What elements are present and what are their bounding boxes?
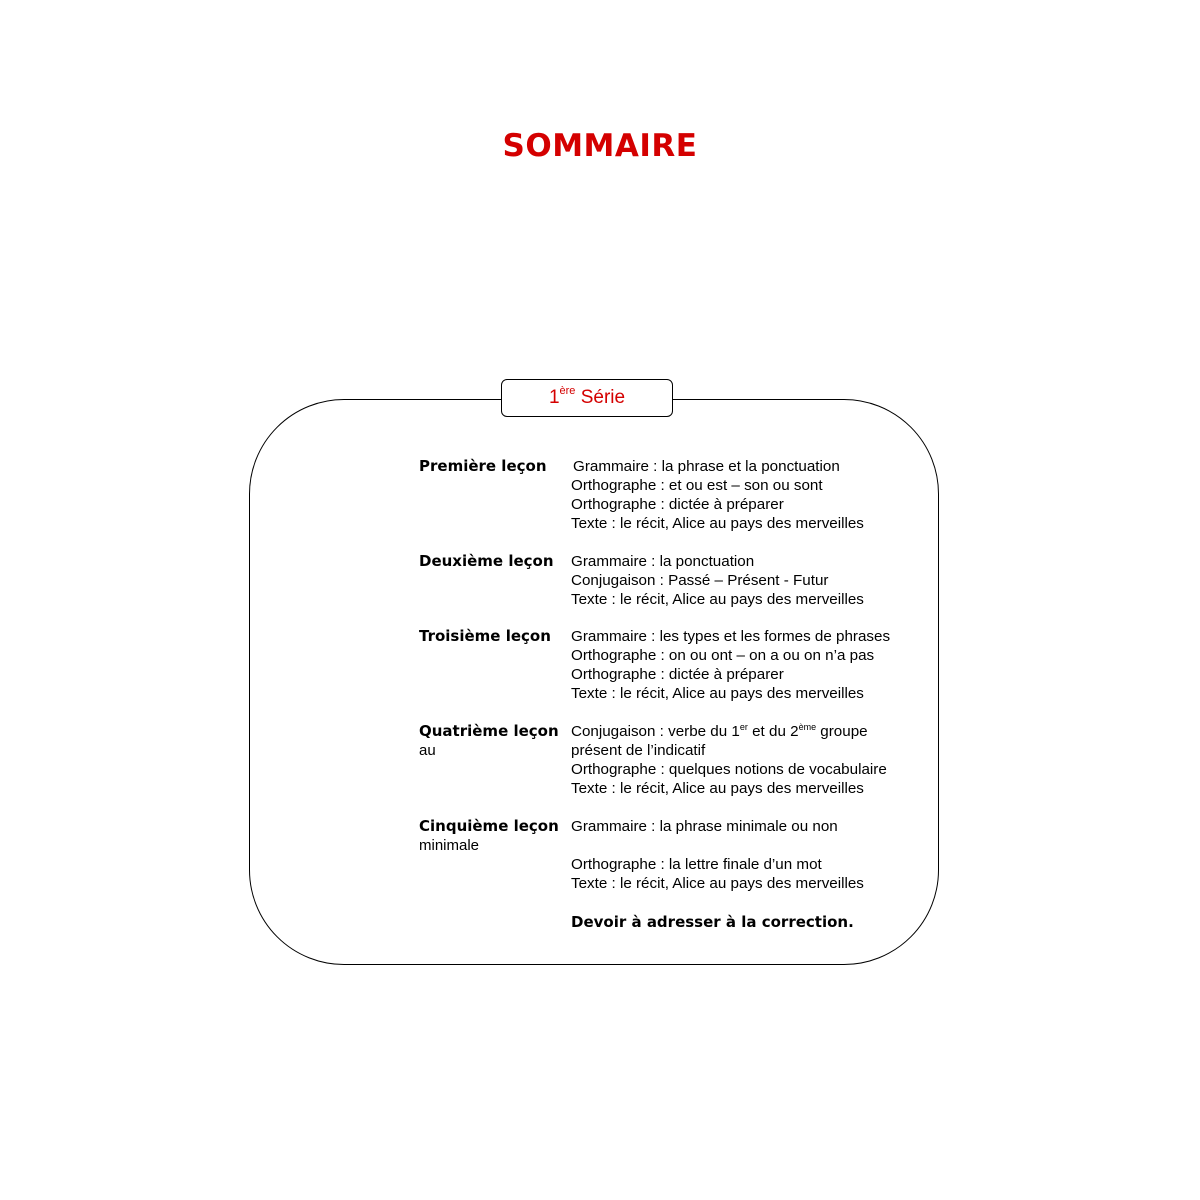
topic-line: Orthographe : quelques notions de vocabulaire [571,761,887,778]
lesson-note: au [419,742,436,759]
topic-line: Grammaire : la ponctuation [571,553,755,570]
topic-line: Orthographe : dictée à préparer [571,666,784,683]
topic-line: Texte : le récit, Alice au pays des merveilles [571,875,864,892]
series-number: 1 [548,387,560,408]
lesson-topics [571,552,864,609]
topic-line: Grammaire : la phrase minimale ou non [571,818,838,835]
superscript: ème [798,722,817,732]
lesson-topics [571,817,864,893]
topic-text: et du 2 [747,723,799,740]
lesson-title: Quatrième leçon [419,722,559,740]
topic-text: groupe [816,723,868,740]
topic-line: Orthographe : la lettre finale d’un mot [571,856,822,873]
topic-line: Texte : le récit, Alice au pays des merveilles [571,591,864,608]
topic-line [571,836,864,855]
series-sup: ère [559,385,576,397]
topic-line [571,722,887,741]
topic-line: Texte : le récit, Alice au pays des merveilles [571,780,864,797]
lesson-title: Cinquième leçon [419,817,559,835]
page-title: SOMMAIRE [502,128,698,164]
topic-text: Conjugaison : verbe du 1 [571,723,740,740]
topic-line: Grammaire : la phrase et la ponctuation [573,458,840,475]
topic-line: présent de l’indicatif [571,742,706,759]
footer-note: Devoir à adresser à la correction. [571,913,854,931]
topic-line: Grammaire : les types et les formes de phrases [571,628,891,645]
topic-line: Orthographe : on ou ont – on a ou on n’a pas [571,647,875,664]
lesson-topics [571,722,887,798]
lesson-title: Deuxième leçon [419,552,554,570]
topic-line: Conjugaison : Passé – Présent - Futur [571,572,829,589]
series-tab [501,379,673,417]
topic-line: Orthographe : dictée à préparer [571,496,784,513]
superscript: er [739,722,748,732]
lesson-note: minimale [419,837,480,854]
lesson-title: Première leçon [419,457,547,475]
topic-line: Orthographe : et ou est – son ou sont [571,477,823,494]
series-label: Série [575,387,626,408]
topic-line: Texte : le récit, Alice au pays des merveilles [571,685,864,702]
lesson-topics [573,457,864,533]
lesson-title: Troisième leçon [419,627,551,645]
lesson-topics [571,627,890,703]
topic-line: Texte : le récit, Alice au pays des merveilles [571,515,864,532]
